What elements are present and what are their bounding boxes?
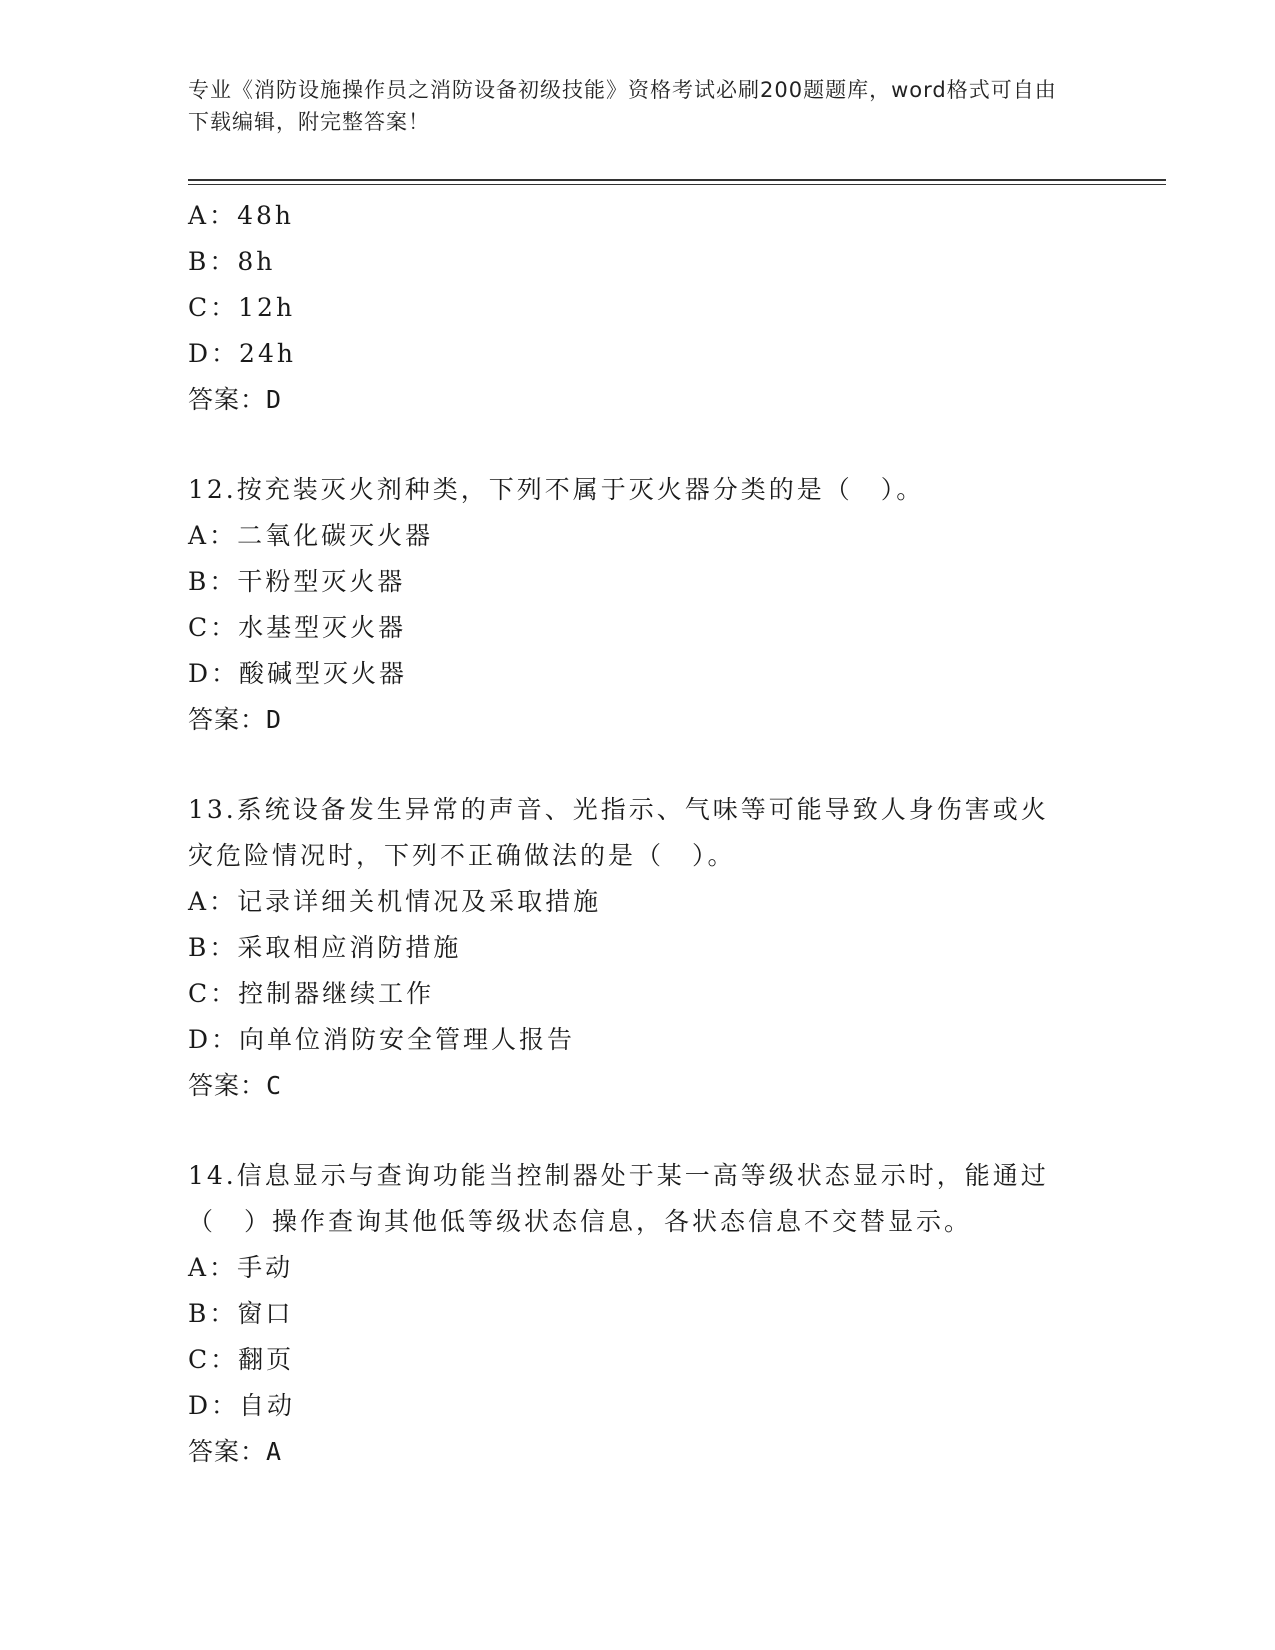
option-letter: B： <box>188 567 238 596</box>
option-b <box>188 239 1088 285</box>
option-text: 手动 <box>237 1253 294 1282</box>
answer-line <box>188 1429 1088 1475</box>
answer-value: A <box>266 1437 283 1466</box>
answer-label: 答案： <box>188 1437 267 1466</box>
header-title: 专业《消防设施操作员之消防设备初级技能》资格考试必刷200题题库，word格式可自由下载编辑，附完整答案！ <box>188 78 1057 134</box>
option-text: 水基型灭火器 <box>238 613 407 642</box>
option-letter: A： <box>188 887 238 916</box>
option-letter: C： <box>188 1345 239 1374</box>
option-text: 向单位消防安全管理人报告 <box>239 1025 576 1054</box>
option-text: 酸碱型灭火器 <box>239 659 408 688</box>
option-letter: C： <box>188 613 239 642</box>
option-a <box>188 193 1088 239</box>
option-letter: D： <box>188 659 240 688</box>
option-text: 干粉型灭火器 <box>237 567 406 596</box>
option-letter: A： <box>188 1253 238 1282</box>
option-text: 控制器继续工作 <box>238 979 435 1008</box>
answer-label: 答案： <box>188 1071 267 1100</box>
question-text: 12.按充装灭火剂种类，下列不属于灭火器分类的是（ ）。 <box>188 475 925 504</box>
option-letter: A： <box>188 521 238 550</box>
question-14 <box>188 1153 1088 1475</box>
option-letter: B： <box>188 1299 238 1328</box>
option-b <box>188 559 1088 605</box>
option-letter: C： <box>188 293 239 322</box>
option-text: 二氧化碳灭火器 <box>237 521 434 550</box>
question-partial <box>188 193 1088 423</box>
question-text-line-1: 13.系统设备发生异常的声音、光指示、气味等可能导致人身伤害或火 <box>188 795 1049 824</box>
answer-label: 答案： <box>188 705 267 734</box>
answer-line <box>188 1063 1088 1109</box>
option-text: 采取相应消防措施 <box>237 933 462 962</box>
option-text: 12h <box>238 293 296 322</box>
option-letter: B： <box>188 933 238 962</box>
header-divider-thick <box>188 179 1166 181</box>
document-body <box>188 193 1088 1475</box>
option-text: 翻页 <box>238 1345 295 1374</box>
option-c <box>188 605 1088 651</box>
option-letter: C： <box>188 979 239 1008</box>
option-text: 记录详细关机情况及采取措施 <box>237 887 602 916</box>
option-b <box>188 1291 1088 1337</box>
question-text-line-2: 灾危险情况时，下列不正确做法的是（ ）。 <box>188 841 736 870</box>
answer-line <box>188 377 1088 423</box>
option-a <box>188 1245 1088 1291</box>
option-letter: D： <box>188 339 240 368</box>
option-text: 48h <box>237 201 294 230</box>
option-d <box>188 1017 1088 1063</box>
answer-value: D <box>266 705 283 734</box>
question-text-line-2: （ ）操作查询其他低等级状态信息，各状态信息不交替显示。 <box>188 1207 973 1236</box>
answer-line <box>188 697 1088 743</box>
answer-label: 答案： <box>188 385 267 414</box>
option-text: 8h <box>237 247 276 276</box>
document-header <box>188 74 1068 138</box>
option-d <box>188 651 1088 697</box>
option-c <box>188 285 1088 331</box>
option-b <box>188 925 1088 971</box>
header-divider-thin <box>188 184 1166 185</box>
option-d <box>188 331 1088 377</box>
option-c <box>188 971 1088 1017</box>
option-text: 24h <box>239 339 296 368</box>
question-12 <box>188 467 1088 743</box>
option-a <box>188 513 1088 559</box>
option-d <box>188 1383 1088 1429</box>
option-letter: D： <box>188 1391 240 1420</box>
option-letter: D： <box>188 1025 240 1054</box>
question-text-line-1: 14.信息显示与查询功能当控制器处于某一高等级状态显示时，能通过 <box>188 1161 1049 1190</box>
option-a <box>188 879 1088 925</box>
option-letter: B： <box>188 247 238 276</box>
question-13 <box>188 787 1088 1109</box>
answer-value: C <box>266 1071 283 1100</box>
option-letter: A： <box>188 201 238 230</box>
answer-value: D <box>266 385 283 414</box>
option-text: 窗口 <box>237 1299 294 1328</box>
option-text: 自动 <box>239 1391 296 1420</box>
option-c <box>188 1337 1088 1383</box>
